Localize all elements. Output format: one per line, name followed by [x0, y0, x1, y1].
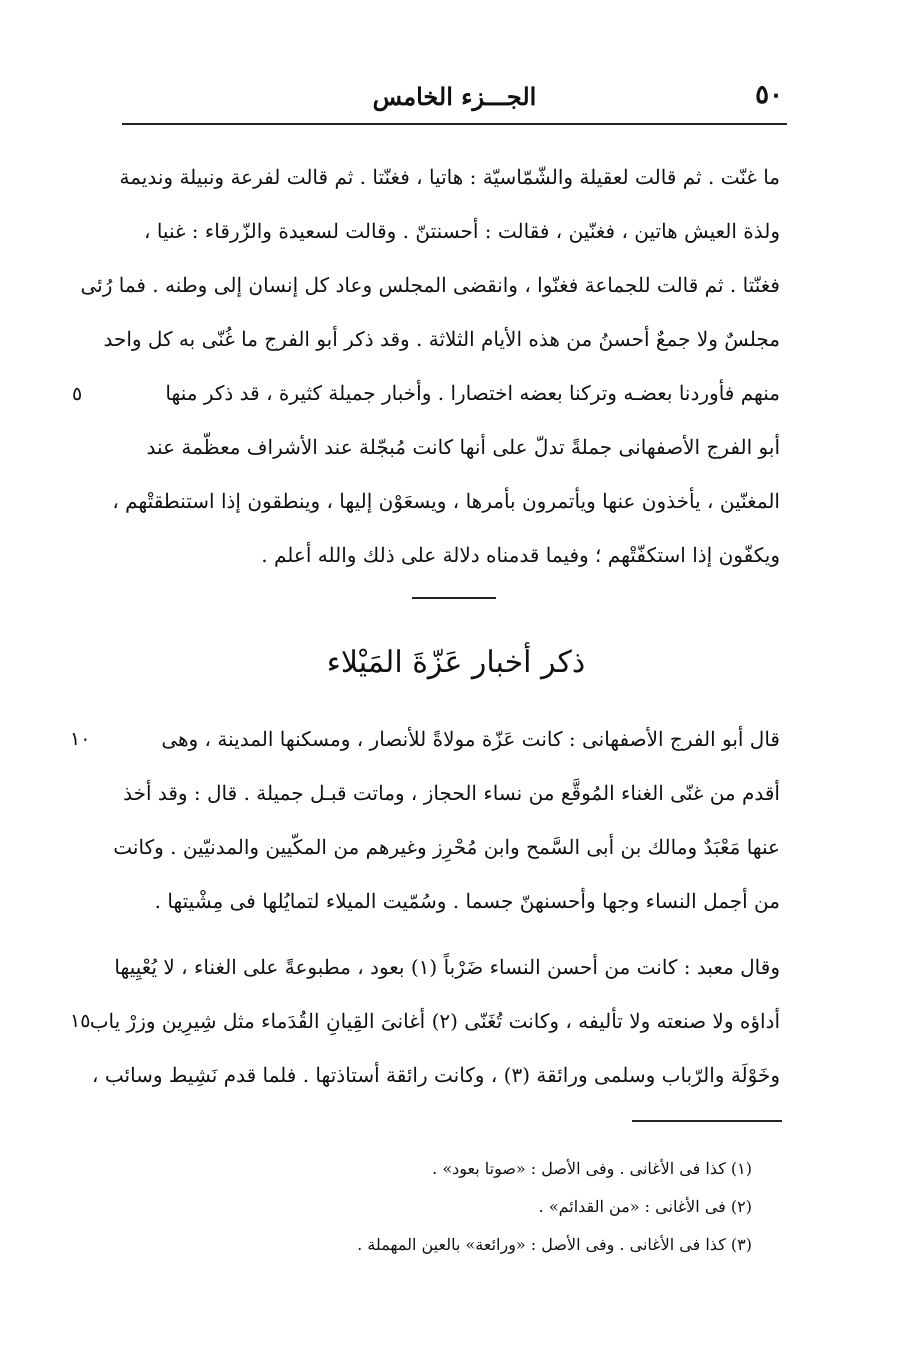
paragraph-2	[113, 712, 780, 928]
text-line: المغنّين ، يأخذون عنها ويأتمرون بأمرها ، ويسعَوْن إليها ، وينطقون إذا استنطقتْهم ،	[112, 489, 780, 513]
text-line: قال أبو الفرج الأصفهانى : كانت عَزّة مولاةً للأنصار ، ومسكنها المدينة ، وهى	[161, 727, 780, 751]
text-line: وخَوْلَة والرّباب وسلمى ورائقة (٣) ، وكانت رائقة أستاذتها . فلما قدم نَشِيط وسائب ،	[92, 1063, 780, 1087]
text-line: منهم فأوردنا بعضـه وتركنا بعضه اختصارا . وأخبار جميلة كثيرة ، قد ذكر منها	[165, 381, 780, 405]
text-line: مجلسٌ ولا جمعٌ أحسنُ من هذه الأيام الثلاثة . وقد ذكر أبو الفرج ما غُنّى به كل واحد	[103, 327, 780, 351]
text-line: أقدم من غنّى الغناء المُوقَّع من نساء الحجاز ، وماتت قبـل جميلة . قال : وقد أخذ	[123, 781, 780, 805]
footnote-3: (٣) كذا فى الأغانى . وفى الأصل : «ورائعة» بالعين المهملة .	[357, 1235, 752, 1254]
page-header	[122, 78, 787, 118]
footnote-2: (٢) فى الأغانى : «من القدائم» .	[538, 1197, 752, 1216]
footnotes	[200, 1150, 752, 1264]
text-line: أداؤه ولا صنعته ولا تأليفه ، وكانت تُغَنّى (٢) أغانىَ القِيانِ القُدَماء مثل شِيرِين وزرْ ياب	[89, 1009, 780, 1033]
page-number: ٥٠	[755, 80, 783, 110]
text-line: ويكفّون إذا استكفّتْهم ؛ وفيما قدمناه دلالة على ذلك والله أعلم .	[261, 543, 780, 567]
text-line: ما غنّت . ثم قالت لعقيلة والشّمّاسيّة : هاتيا ، فغنّتا . ثم قالت لفرعة ونبيلة ونديمة	[119, 165, 780, 189]
footnote-1: (١) كذا فى الأغانى . وفى الأصل : «صوتا بعود» .	[432, 1159, 752, 1178]
text-line: من أجمل النساء وجها وأحسنهنّ جسما . وسُمّيت الميلاء لتمايُلها فى مِشْيتها .	[154, 889, 780, 913]
header-rule	[122, 123, 787, 125]
line-number-15: ١٥	[70, 1010, 91, 1032]
text-line: عنها مَعْبَدٌ ومالك بن أبى السَّمح وابن مُحْرِز وغيرهم من المكّيين والمدنيّين . وكانت	[113, 835, 780, 859]
section-separator	[412, 597, 496, 599]
running-title: الجـــزء الخامس	[372, 82, 537, 111]
text-line: وقال معبد : كانت من أحسن النساء ضَرْباً (١) بعود ، مطبوعةً على الغناء ، لا يُعْيِيها	[114, 955, 780, 979]
text-line: أبو الفرج الأصفهانى جملةً تدلّ على أنها كانت مُبجّلة عند الأشراف معظّمة عند	[146, 435, 780, 459]
footnote-rule	[632, 1120, 782, 1122]
line-number-10: ١٠	[70, 728, 91, 750]
text-line: فغنّتا . ثم قالت للجماعة فغنّوا ، وانقضى المجلس وعاد كل إنسان إلى وطنه . فما رُئى	[80, 273, 780, 297]
section-heading: ذكر أخبار عَزّةَ المَيْلاء	[326, 645, 586, 680]
paragraph-3	[89, 940, 780, 1102]
line-number-5: ٥	[72, 383, 83, 405]
paragraph-1	[80, 150, 780, 582]
text-line: ولذة العيش هاتين ، فغنّين ، فقالت : أحسنتنّ . وقالت لسعيدة والزّرقاء : غنيا ،	[144, 219, 780, 243]
